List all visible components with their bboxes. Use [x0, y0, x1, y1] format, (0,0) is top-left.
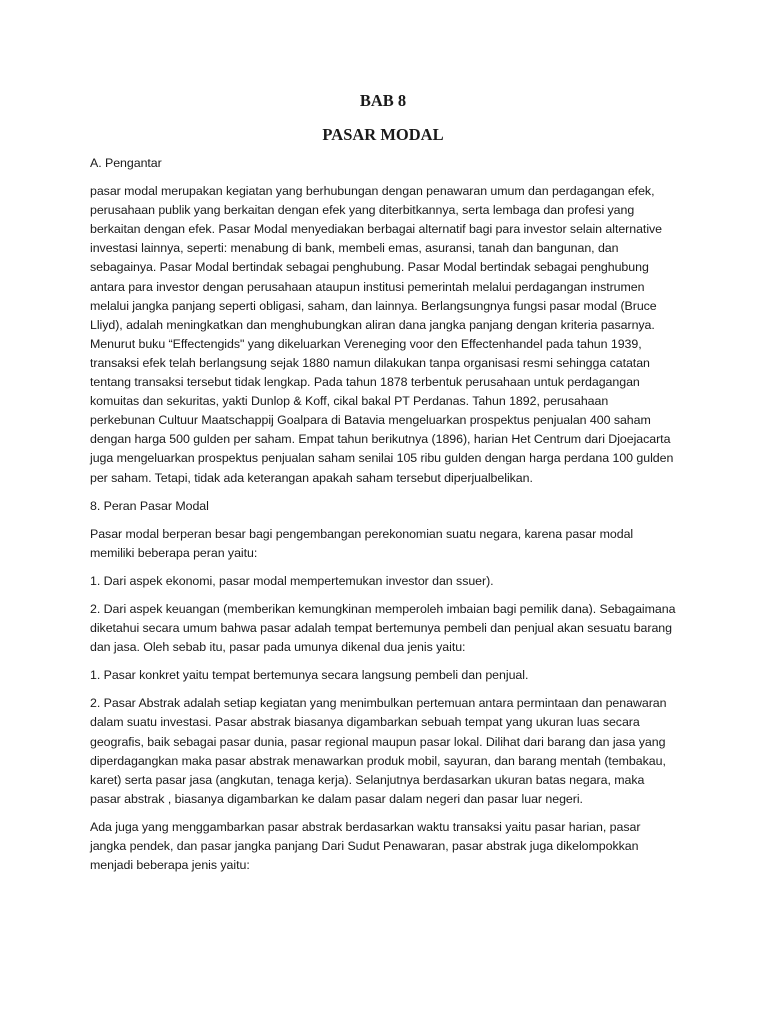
paragraph-pasar-konkret: 1. Pasar konkret yaitu tempat bertemunya secara langsung pembeli dan penjual. [90, 668, 529, 683]
paragraph-peran-intro: Pasar modal berperan besar bagi pengembangan perekonomian suatu negara, karena pasar modal memiliki beberapa peran yaitu: [90, 526, 634, 560]
paragraph-aspek-keuangan: 2. Dari aspek keuangan (memberikan kemungkinan memperoleh imbaian bagi pemilik dana). Sebagaimana diketahui secara umum bahwa pasar adalah tempat bertemunya pembeli dan penjual akan sesuatu barang dan jasa. Oleh sebab itu, pasar pada umunya dikenal dua jenis yaitu: [90, 601, 676, 655]
chapter-number: BAB 8 [359, 91, 407, 110]
document-page [90, 88, 676, 884]
paragraph-waktu-transaksi: Ada juga yang menggambarkan pasar abstrak berdasarkan waktu transaksi yaitu pasar harian, pasar jangka pendek, dan pasar jangka panjang Dari Sudut Penawaran, pasar abstrak juga dikelompokkan menjadi beberapa jenis yaitu: [90, 819, 641, 873]
section-heading-peran: 8. Peran Pasar Modal [90, 498, 209, 513]
paragraph-pasar-abstrak: 2. Pasar Abstrak adalah setiap kegiatan yang menimbulkan pertemuan antara permintaan dan penawaran dalam suatu investasi. Pasar abstrak biasanya digambarkan sebuah tempat yang ukuran luas secara geografis, baik sebagai pasar dunia, pasar regional maupun pasar lokal. Dilihat dari barang dan jasa yang diperdagangkan maka pasar abstrak menawarkan produk mobil, sayuran, dan barang mentah (tembakau, karet) serta pasar jasa (angkutan, tenaga kerja). Selanjutnya berdasarkan ukuran batas negara, maka pasar abstrak , biasanya digambarkan ke dalam pasar dalam negeri dan pasar luar negeri. [90, 696, 667, 806]
chapter-title: PASAR MODAL [322, 125, 444, 144]
paragraph-pengantar-body: pasar modal merupakan kegiatan yang berhubungan dengan penawaran umum dan perdagangan efek, perusahaan publik yang berkaitan dengan efek yang diterbitkannya, serta lembaga dan profesi yang berkaitan dengan efek. Pasar Modal menyediakan berbagai alternatif bagi para investor selain alternative investasi lainnya, seperti: menabung di bank, membeli emas, asuransi, tanah dan bangunan, dan sebagainya. Pasar Modal bertindak sebagai penghubung. Pasar Modal bertindak sebagai penghubung antara para investor dengan perusahaan ataupun institusi pemerintah melalui perdagangan instrumen melalui jangka panjang seperti obligasi, saham, dan lainnya. Berlangsungnya fungsi pasar modal (Bruce Lliyd), adalah meningkatkan dan menghubungkan aliran dana jangka panjang dengan kriteria pasarnya. Menurut buku “Effectengids" yang dikeluarkan Vereneging voor den Effectenhandel pada tahun 1939, transaksi efek telah berlangsung sejak 1880 namun dilakukan tanpa organisasi resmi sehingga catatan tentang transaksi tersebut tidak lengkap. Pada tahun 1878 terbentuk perusahaan untuk perdagangan komuitas dan sekuritas, yakti Dunlop & Koff, cikal bakal PT Perdanas. Tahun 1892, perusahaan perkebunan Cultuur Maatschappij Goalpara di Batavia mengeluarkan prospektus penjualan 400 saham dengan harga 500 gulden per saham. Empat tahun berikutnya (1896), harian Het Centrum dari Djoejacarta juga mengeluarkan prospektus penjualan saham senilai 105 ribu gulden dengan harga perdana 100 gulden per saham. Tetapi, tidak ada keterangan apakah saham tersebut diperjualbelikan. [90, 184, 674, 485]
section-heading-pengantar: A. Pengantar [90, 156, 162, 170]
paragraph-aspek-ekonomi: 1. Dari aspek ekonomi, pasar modal mempertemukan investor dan ssuer). [90, 573, 494, 588]
